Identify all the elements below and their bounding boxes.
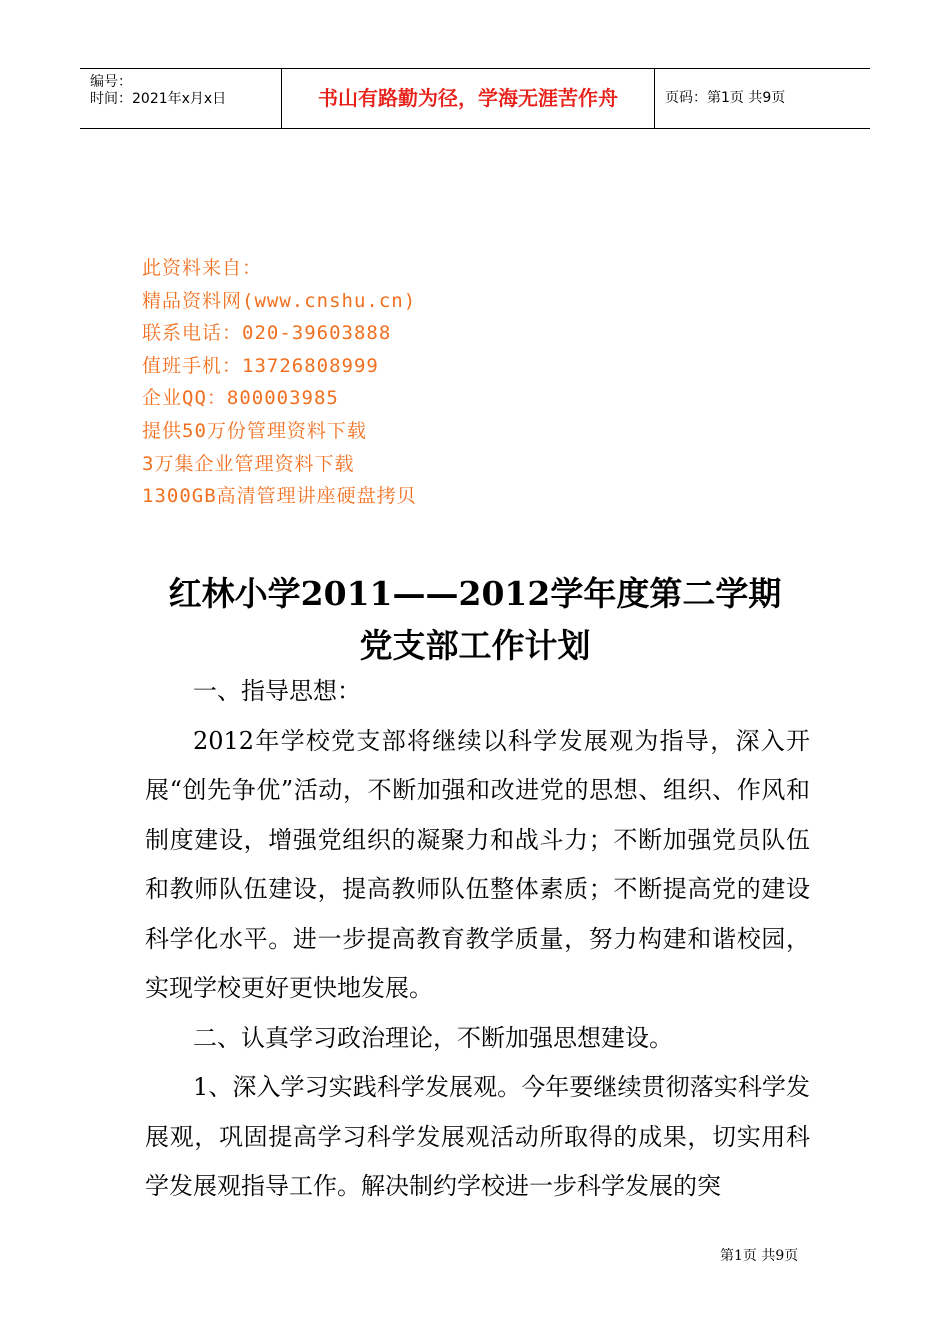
header-page-number: 页码：第1页 共9页	[665, 90, 786, 106]
section-heading: 一、指导思想：	[193, 677, 361, 705]
document-subtitle: 党支部工作计划	[359, 626, 591, 665]
header-motto: 书山有路勤为径，学海无涯苦作舟	[282, 69, 655, 128]
source-line: 企业QQ：800003985	[142, 387, 339, 410]
section-heading: 二、认真学习政治理论，不断加强思想建设。	[193, 1023, 673, 1052]
body-paragraph: 1、深入学习实践科学发展观。今年要继续贯彻落实科学发展观，巩固提高学习科学发展观活动所取得的成果，切实用科学发展观指导工作。解决制约学校进一步科学发展的突	[145, 1073, 810, 1200]
source-line: 1300GB高清管理讲座硬盘拷贝	[142, 485, 417, 508]
source-line: 此资料来自：	[142, 257, 263, 279]
page-header	[80, 68, 870, 129]
source-line: 3万集企业管理资料下载	[142, 452, 355, 475]
document-number-label: 编号：	[90, 74, 132, 90]
source-line: 提供50万份管理资料下载	[142, 419, 367, 442]
source-line: 精品资料网(www.cnshu.cn)	[142, 289, 417, 312]
document-body	[145, 667, 810, 1212]
document-time-label: 时间：2021年x月x日	[90, 91, 227, 107]
document-title: 红林小学2011——2012学年度第二学期	[168, 574, 782, 613]
source-info-block	[142, 252, 417, 513]
body-paragraph: 2012年学校党支部将继续以科学发展观为指导，深入开展“创先争优”活动，不断加强和改进党的思想、组织、作风和制度建设，增强党组织的凝聚力和战斗力；不断加强党员队伍和教师队伍建设，提高教师队伍整体素质；不断提高党的建设科学化水平。进一步提高教育教学质量，努力构建和谐校园，实现学校更好更快地发展。	[145, 726, 810, 1002]
page-footer: 第1页 共9页	[720, 1248, 799, 1264]
header-meta-cell	[80, 69, 282, 128]
source-line: 联系电话：020-39603888	[142, 322, 392, 345]
source-line: 值班手机：13726808999	[142, 354, 379, 377]
